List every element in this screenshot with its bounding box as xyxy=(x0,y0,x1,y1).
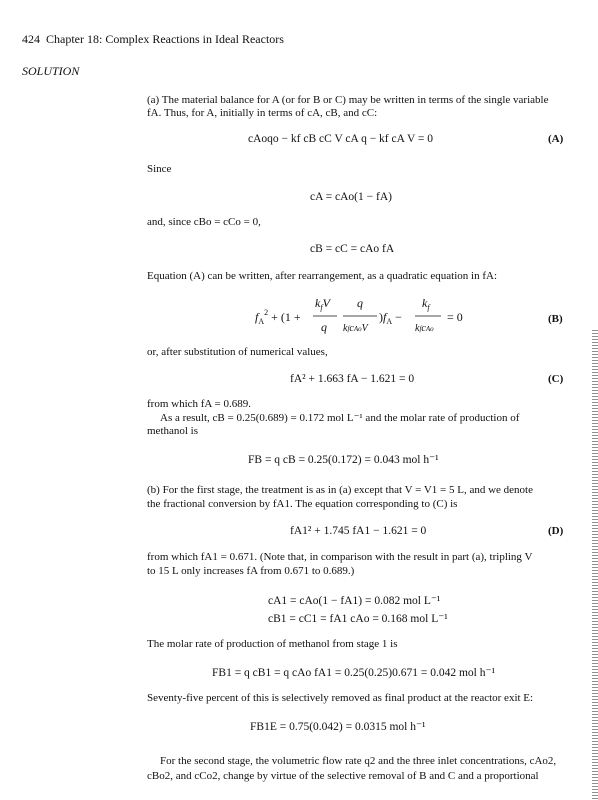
second-stage-text-2: cBo2, and cCo2, change by virtue of the selective removal of B and C and a proportional xyxy=(147,770,539,782)
chapter-title: Chapter 18: Complex Reactions in Ideal Reactors xyxy=(46,32,284,46)
rearrangement-text: Equation (A) can be written, after rearrangement, as a quadratic equation in fA: xyxy=(147,270,498,282)
part-b-intro-1: (b) For the first stage, the treatment is as in (a) except that V = V1 = 5 L, and we denote xyxy=(147,484,533,496)
svg-text:= 0: = 0 xyxy=(447,310,463,324)
svg-text:kfcAoV: kfcAoV xyxy=(343,323,368,334)
equation-b xyxy=(255,293,475,339)
equation-fb: FB = q cB = 0.25(0.172) = 0.043 mol h⁻¹ xyxy=(248,454,439,466)
part-a-intro-1: (a) The material balance for A (or for B or C) may be written in terms of the single variable xyxy=(147,94,549,106)
equation-ca: cA = cAo(1 − fA) xyxy=(310,191,392,203)
equation-ca1: cA1 = cAo(1 − fA1) = 0.082 mol L⁻¹ xyxy=(268,595,441,607)
svg-text:)fA −: )$f_A$ − xyxy=(379,310,402,326)
substitution-text: or, after substitution of numerical values, xyxy=(147,346,328,358)
from-which-text: from which fA = 0.689. xyxy=(147,398,251,410)
and-since-text: and, since cBo = cCo = 0, xyxy=(147,216,261,228)
equation-cb: cB = cC = cAo fA xyxy=(310,243,395,255)
equation-a-tag: (A) xyxy=(548,133,564,145)
page-header xyxy=(22,32,284,47)
scan-edge xyxy=(592,330,598,800)
equation-a: cAoqo − kf cB cC V cA q − kf cA V = 0 xyxy=(248,133,434,145)
seventy-five-text: Seventy-five percent of this is selectively removed as final product at the reactor exit E: xyxy=(147,692,534,704)
svg-text:fA2 + (1 +: $f_A^2 + (1$ + xyxy=(255,308,301,326)
equation-fb1: FB1 = q cB1 = q cAo fA1 = 0.25(0.25)0.671 = 0.042 mol h⁻¹ xyxy=(212,667,496,679)
svg-text:kfV: $k_fV$ xyxy=(315,296,330,312)
svg-text:q: q xyxy=(357,296,363,310)
page-number: 424 xyxy=(22,32,40,46)
equation-d: fA1² + 1.745 fA1 − 1.621 = 0 xyxy=(290,525,427,537)
solution-heading: SOLUTION xyxy=(22,64,80,78)
part-b-from-2: to 15 L only increases fA from 0.671 to 0.689.) xyxy=(147,565,355,577)
equation-b-tag: (B) xyxy=(548,313,563,325)
molar-rate-text: The molar rate of production of methanol from stage 1 is xyxy=(147,638,398,650)
equation-c-tag: (C) xyxy=(548,373,564,385)
svg-text:kfcAo: kfcAo xyxy=(415,323,434,334)
equation-cb1: cB1 = cC1 = fA1 cAo = 0.168 mol L⁻¹ xyxy=(268,613,448,625)
part-b-from-1: from which fA1 = 0.671. (Note that, in comparison with the result in part (a), tripling V xyxy=(147,551,533,563)
part-b-intro-2: the fractional conversion by fA1. The equation corresponding to (C) is xyxy=(147,498,458,510)
svg-text:kf: $k_f$ xyxy=(422,296,430,312)
result-text-2: methanol is xyxy=(147,425,199,437)
equation-d-tag: (D) xyxy=(548,525,564,537)
second-stage-text-1: For the second stage, the volumetric flow rate q2 and the three inlet concentrations, cAo2, xyxy=(160,755,557,767)
part-a-intro-2: fA. Thus, for A, initially in terms of cA, cB, and cC: xyxy=(147,107,378,119)
result-text-1: As a result, cB = 0.25(0.689) = 0.172 mol L⁻¹ and the molar rate of production of xyxy=(160,412,520,424)
equation-fb1e: FB1E = 0.75(0.042) = 0.0315 mol h⁻¹ xyxy=(250,721,426,733)
since-text: Since xyxy=(147,163,172,175)
equation-c: fA² + 1.663 fA − 1.621 = 0 xyxy=(290,373,415,385)
svg-text:q: q xyxy=(321,320,327,334)
